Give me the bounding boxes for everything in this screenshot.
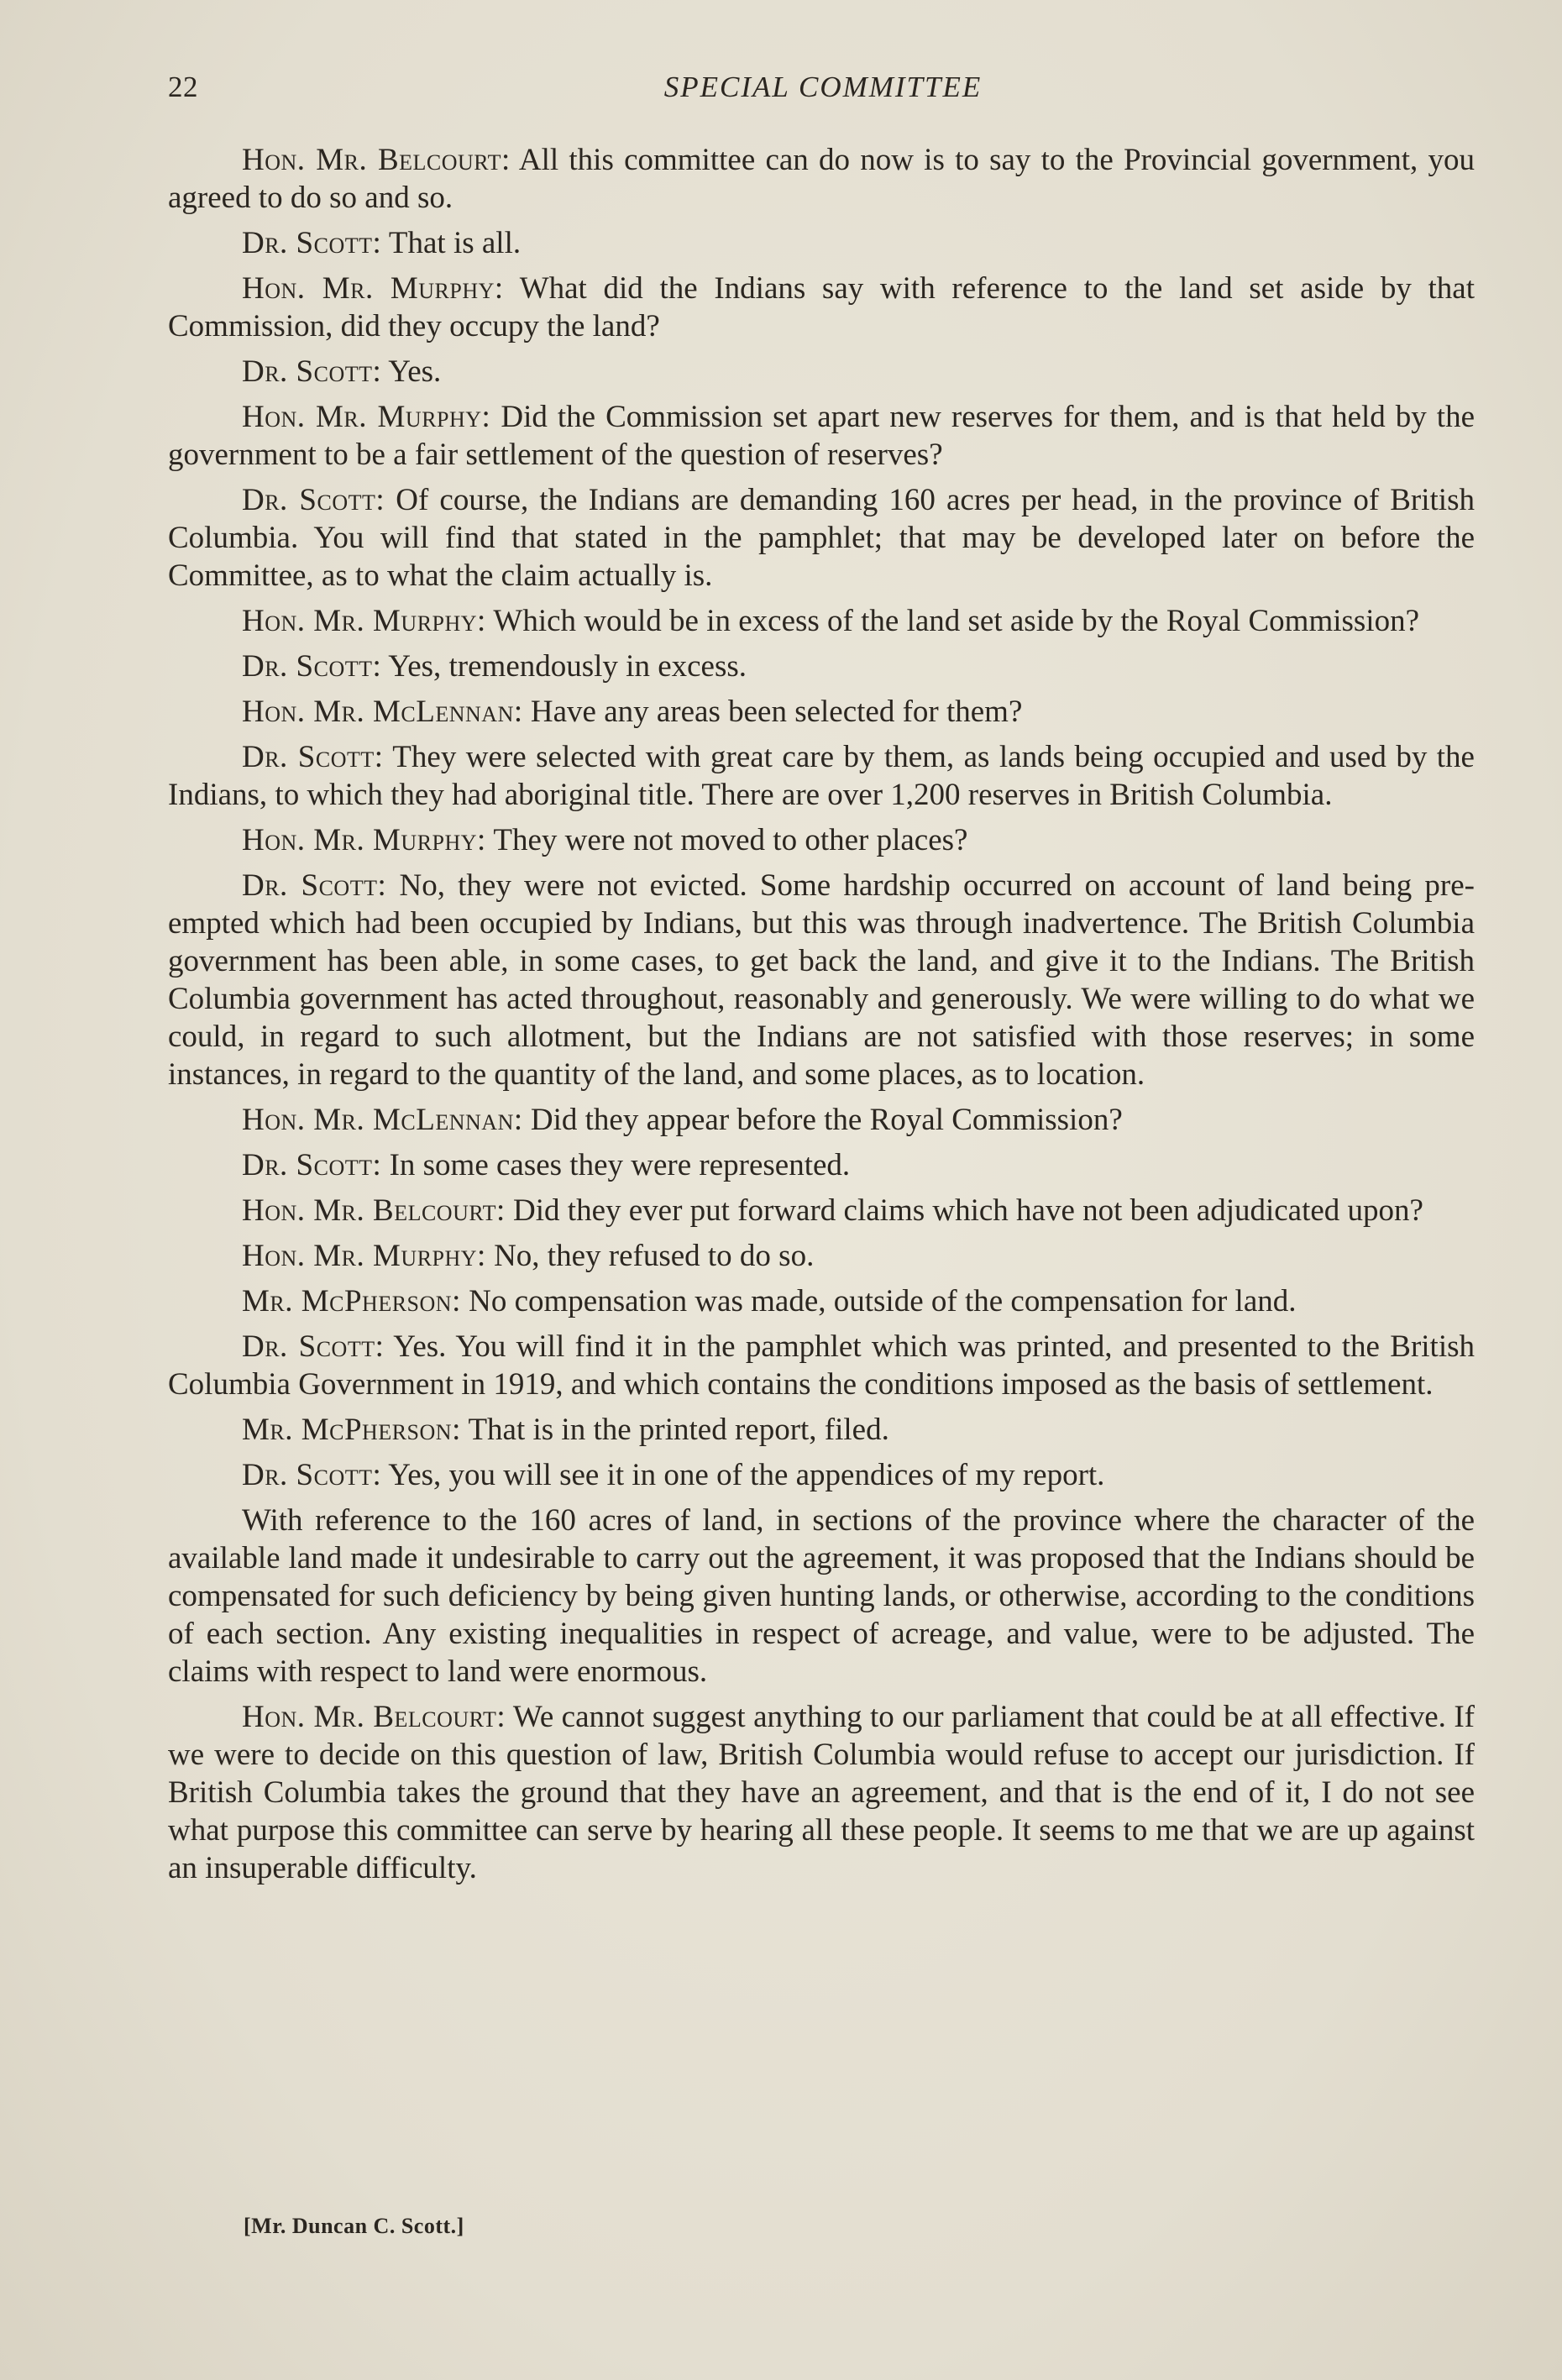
speaker-name: Dr. Scott: <box>242 868 387 903</box>
speech-text: Did the Commission set apart new reserves for them, and is that held by the government to be a fair settlement of the question of reserves? <box>168 400 1475 472</box>
speaker-name: Dr. Scott: <box>242 1458 382 1492</box>
speech-text: Yes. You will find it in the pamphlet which was printed, and presented to the British Columbia Government in 1919, and which contains the conditions imposed as the basis of settlement. <box>168 1329 1476 1402</box>
running-head <box>168 71 1478 113</box>
transcript-paragraph <box>168 1456 1475 1494</box>
speaker-name: Hon. Mr. Belcourt: <box>242 1700 506 1734</box>
transcript-paragraph <box>168 1502 1475 1691</box>
transcript-paragraph <box>168 1282 1475 1320</box>
speaker-name: Hon. Mr. McLennan: <box>242 1103 523 1137</box>
transcript-paragraph <box>168 693 1475 731</box>
speaker-name: Hon. Mr. Murphy: <box>242 400 491 434</box>
transcript-paragraph <box>168 602 1475 640</box>
transcript-paragraph <box>168 353 1475 391</box>
speaker-name: Dr. Scott: <box>242 226 382 260</box>
speech-text: What did the Indians say with reference to the land set aside by that Commission, did they occupy the land? <box>168 271 1476 343</box>
speaker-name: Mr. McPherson: <box>242 1284 461 1318</box>
speech-text: Have any areas been selected for them? <box>522 695 1023 729</box>
speech-text: No, they were not evicted. Some hardship occurred on account of land being pre-empted which had been occupied by Indians, but this was through inadvertence. The British Columbia government has been able, in some cases, to get back the land, and give it to the Indians. The British Columbia government has acted throughout, reasonably and generously. We were willing to do what we could, in regard to such allotment, but the Indians are not satisfied with those reserves; in some instances, in regard to the quantity of the land, and some places, as to location. <box>168 868 1475 1092</box>
transcript-paragraph <box>168 1146 1475 1184</box>
transcript-paragraph <box>168 398 1475 474</box>
transcript-paragraph <box>168 821 1475 859</box>
speech-text: Yes. <box>381 354 442 389</box>
speaker-name: Hon. Mr. Murphy: <box>242 604 486 638</box>
page-number: 22 <box>168 71 198 103</box>
speech-text: Did they ever put forward claims which have not been adjudicated upon? <box>505 1193 1423 1228</box>
speaker-name: Dr. Scott: <box>242 483 385 517</box>
speech-text: No, they refused to do so. <box>485 1239 815 1273</box>
witness-note: [Mr. Duncan C. Scott.] <box>244 2214 464 2238</box>
transcript-paragraph <box>168 1698 1475 1887</box>
speech-text: With reference to the 160 acres of land, in sections of the province where the character of the available land made it undesirable to carry out the agreement, it was proposed that the Indians should be compensated for such deficiency by being given hunting lands, or otherwise, according to the conditions of each section. Any existing inequalities in respect of acreage, and value, were to be adjusted. The claims with respect to land were enormous. <box>168 1503 1475 1689</box>
speech-text: Yes, you will see it in one of the appendices of my report. <box>381 1458 1105 1492</box>
transcript-paragraph <box>168 647 1475 685</box>
transcript-paragraph <box>168 1192 1475 1229</box>
speech-text: That is all. <box>381 226 522 260</box>
transcript-paragraph <box>168 867 1475 1093</box>
speaker-name: Dr. Scott: <box>242 1148 382 1182</box>
transcript-paragraph <box>168 224 1475 262</box>
speech-text: That is in the printed report, filed. <box>460 1413 889 1447</box>
transcript-paragraph <box>168 481 1475 595</box>
speech-text: All this committee can do now is to say to the Provincial government, you agreed to do so and so. <box>168 143 1476 215</box>
speech-text: Which would be in excess of the land set aside by the Royal Commission? <box>485 604 1420 638</box>
speech-text: In some cases they were represented. <box>381 1148 851 1182</box>
transcript-paragraph <box>168 1101 1475 1139</box>
speech-text: No compensation was made, outside of the compensation for land. <box>460 1284 1297 1318</box>
speaker-name: Dr. Scott: <box>242 649 382 684</box>
speaker-name: Hon. Mr. Murphy: <box>242 823 486 857</box>
speech-text: They were selected with great care by them, as lands being occupied and used by the Indians, to which they had aboriginal title. There are over 1,200 reserves in British Columbia. <box>168 740 1475 812</box>
speaker-name: Dr. Scott: <box>242 740 384 774</box>
speaker-name: Mr. McPherson: <box>242 1413 461 1447</box>
transcript-paragraph <box>168 270 1475 345</box>
speech-text: Of course, the Indians are demanding 160 acres per head, in the province of British Columbia. You will find that stated in the pamphlet; that may be developed later on before the Committee, as to what the claim actually is. <box>168 483 1475 593</box>
transcript-paragraph <box>168 1328 1475 1403</box>
speaker-name: Hon. Mr. McLennan: <box>242 695 523 729</box>
speaker-name: Dr. Scott: <box>242 354 382 389</box>
header-title: SPECIAL COMMITTEE <box>663 71 983 103</box>
speaker-name: Hon. Mr. Murphy: <box>242 1239 486 1273</box>
transcript-paragraph <box>168 1237 1475 1275</box>
speaker-name: Hon. Mr. Murphy: <box>242 271 504 306</box>
speech-text: Did they appear before the Royal Commission? <box>522 1103 1123 1137</box>
speech-text: They were not moved to other places? <box>485 823 968 857</box>
transcript-paragraph <box>168 141 1475 217</box>
speaker-name: Hon. Mr. Belcourt: <box>242 143 511 177</box>
speaker-name: Hon. Mr. Belcourt: <box>242 1193 506 1228</box>
transcript-paragraph <box>168 1411 1475 1449</box>
speaker-name: Dr. Scott: <box>242 1329 385 1364</box>
speech-text: Yes, tremendously in excess. <box>381 649 747 684</box>
speech-text: We cannot suggest anything to our parliament that could be at all effective. If we were to decide on this question of law, British Columbia would refuse to accept our jurisdiction. If British Columbia takes the ground that they have an agreement, and that is the end of it, I do not see what purpose this committee can serve by hearing all these people. It seems to me that we are up against an insuperable difficulty. <box>168 1700 1475 1885</box>
transcript-paragraph <box>168 738 1475 814</box>
transcript-body <box>168 141 1475 1895</box>
